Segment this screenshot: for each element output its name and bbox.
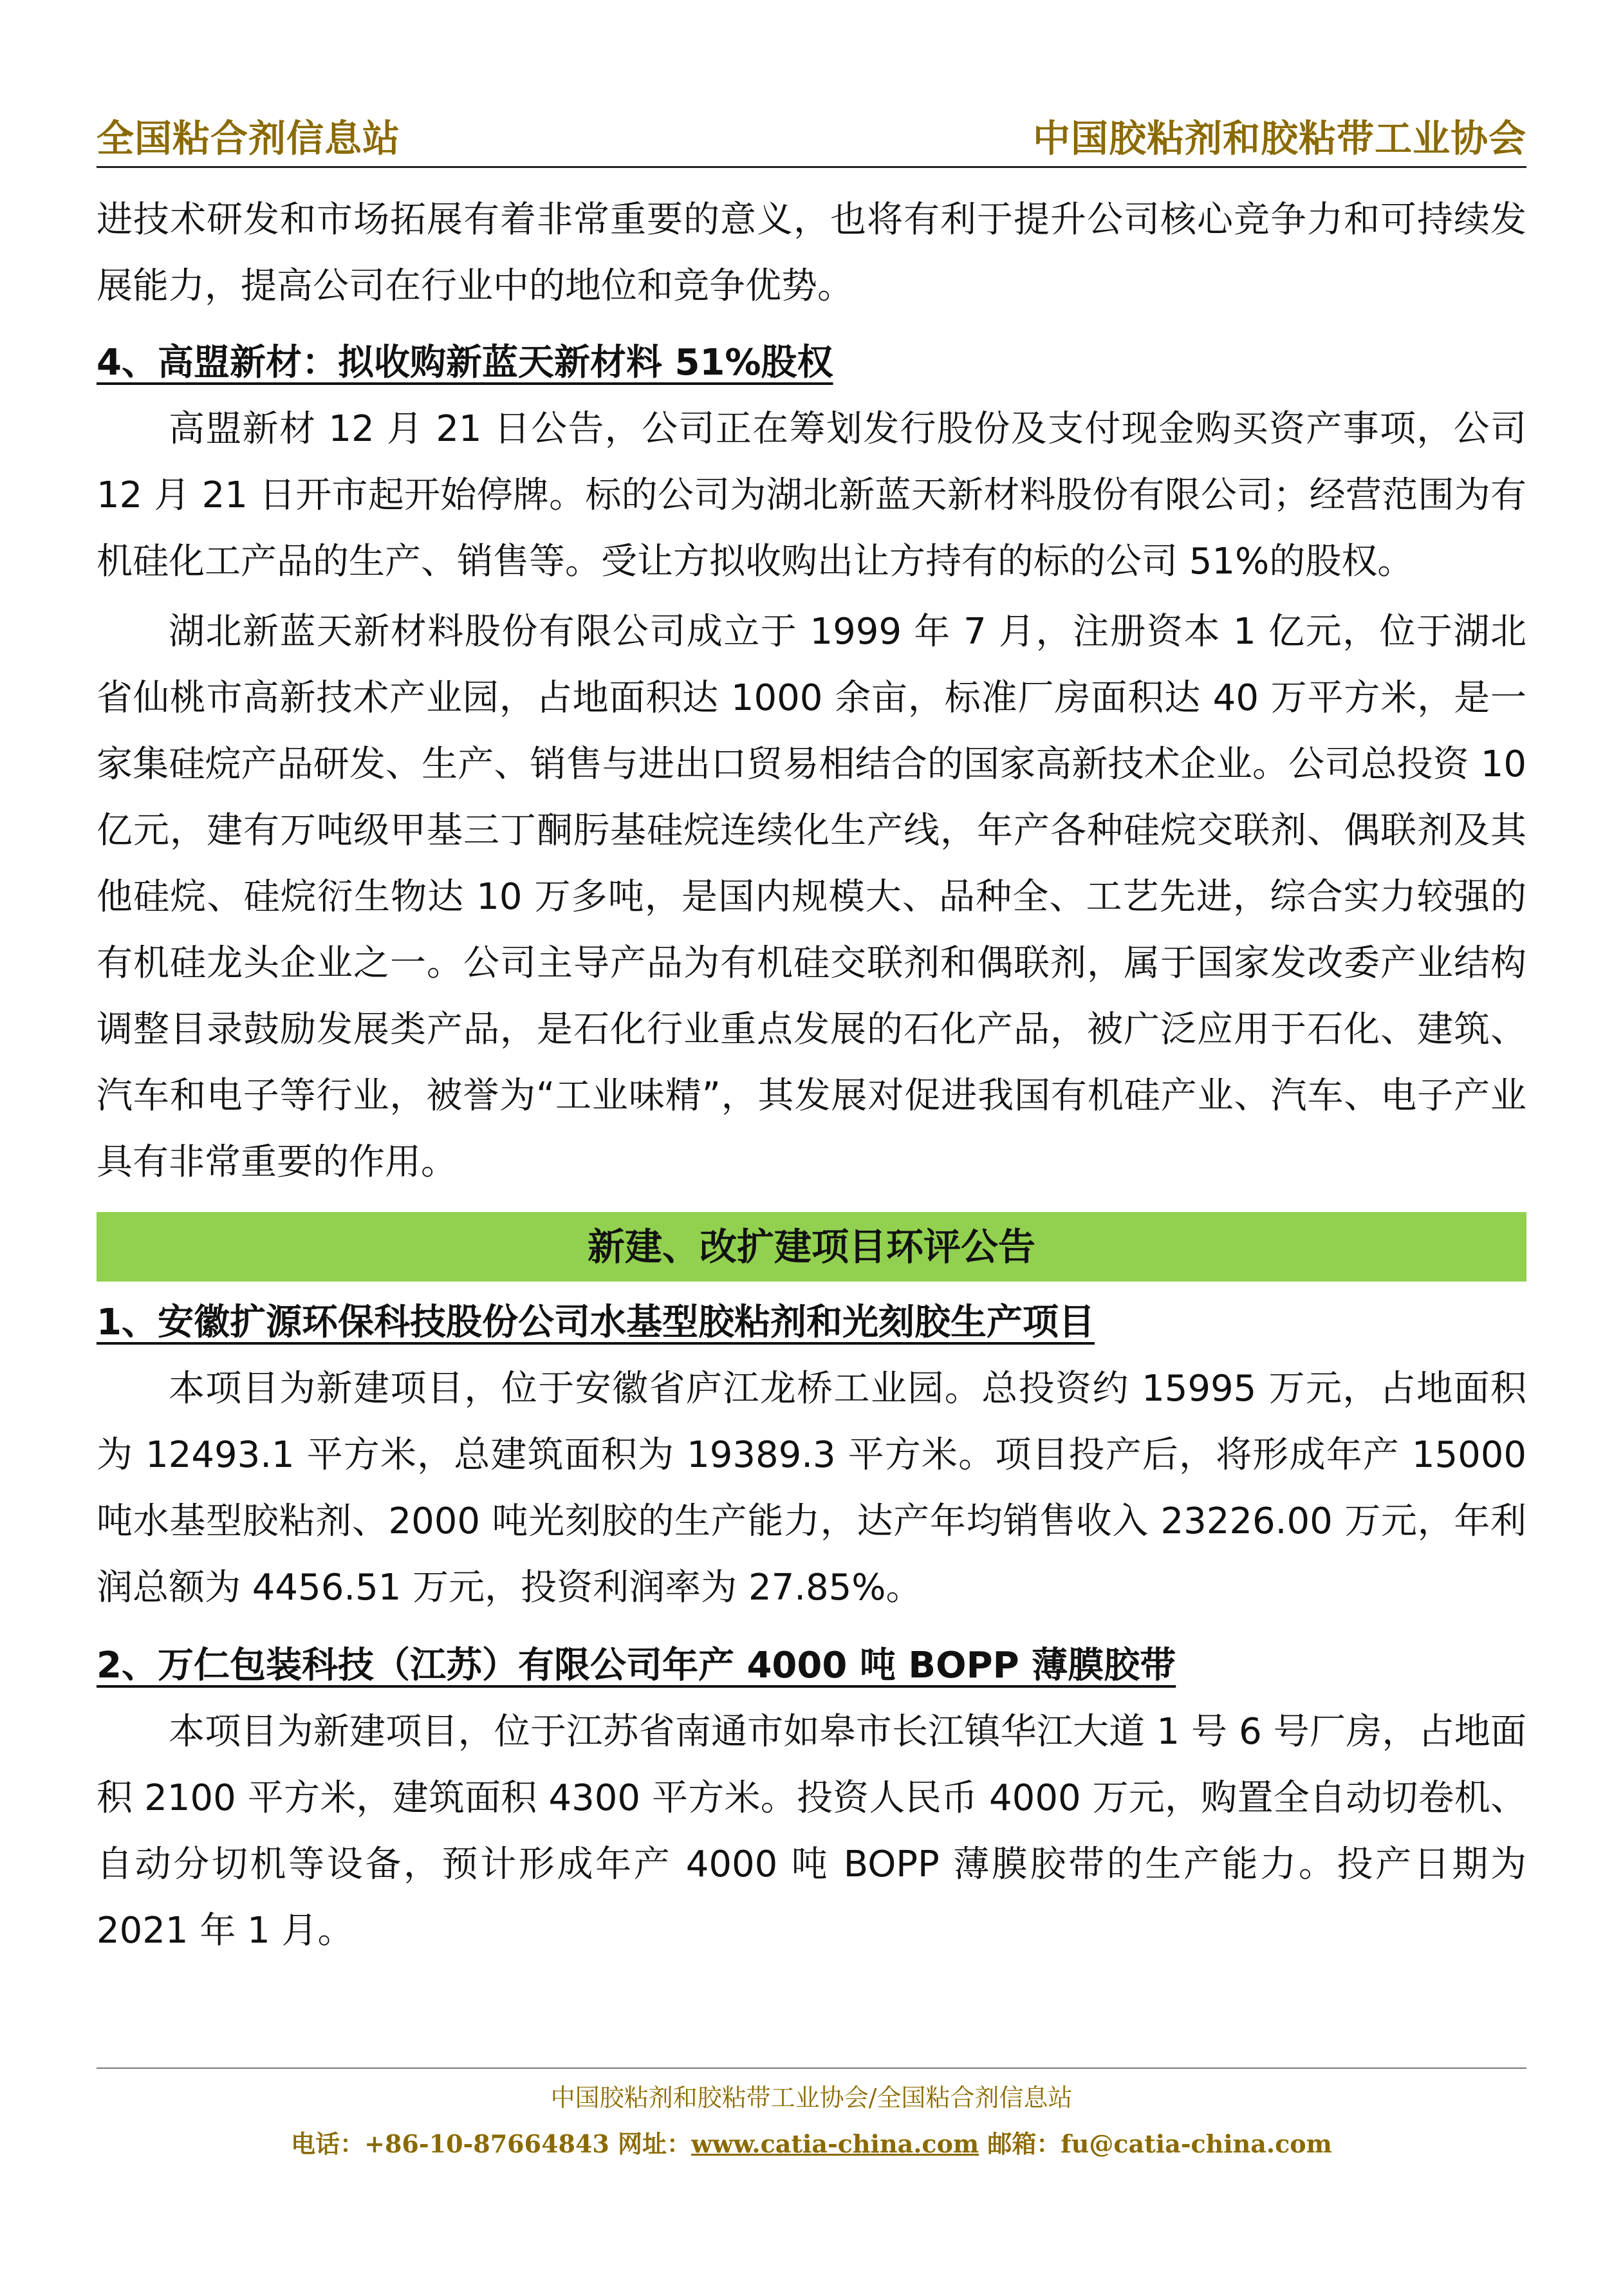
footer-email: 邮箱：fu@catia-china.com [979,2129,1332,2158]
page-content [97,187,1526,1964]
project-heading-2 [97,1632,1526,1699]
footer-org-line: 中国胶粘剂和胶粘带工业协会/全国粘合剂信息站 [550,2084,1073,2112]
section-heading-4-text: 4、高盟新材：拟收购新蓝天新材料 51%股权 [97,342,833,384]
intro-paragraph: 进技术研发和市场拓展有着非常重要的意义，也将有利于提升公司核心竞争力和可持续发展能力，提高公司在行业中的地位和竞争优势。 [97,199,1526,307]
project-heading-2-text: 2、万仁包装科技（江苏）有限公司年产 4000 吨 BOPP 薄膜胶带 [97,1645,1176,1686]
project-heading-1 [97,1289,1526,1356]
project-heading-1-text: 1、安徽扩源环保科技股份公司水基型胶粘剂和光刻胶生产项目 [97,1302,1095,1343]
section-4-paragraph-1: 高盟新材 12 月 21 日公告，公司正在筹划发行股份及支付现金购买资产事项，公司 12 月 21 日开市起开始停牌。标的公司为湖北新蓝天新材料股份有限公司；经营范围为有机硅化工产品的生产、销售等。受让方拟收购出让方持有的标的公司 51%的股权。 [97,408,1526,583]
footer-phone: 电话：+86-10-87664843 网址： [291,2129,692,2158]
project-1-paragraph: 本项目为新建项目，位于安徽省庐江龙桥工业园。总投资约 15995 万元，占地面积为 12493.1 平方米，总建筑面积为 19389.3 平方米。项目投产后，将形成年产 15000 吨水基型胶粘剂、2000 吨光刻胶的生产能力，达产年均销售收入 23226.00 万元，年利润总额为 4456.51 万元，投资利润率为 27.85%。 [97,1368,1526,1609]
header-divider [97,166,1526,168]
footer-divider [97,2067,1526,2069]
footer-website-link[interactable]: www.catia-china.com [691,2129,979,2158]
footer-contact-line [0,2124,1623,2160]
section-4-paragraph-2: 湖北新蓝天新材料股份有限公司成立于 1999 年 7 月，注册资本 1 亿元，位于湖北省仙桃市高新技术产业园，占地面积达 1000 余亩，标准厂房面积达 40 万平方米，是一家集硅烷产品研发、生产、销售与进出口贸易相结合的国家高新技术企业。公司总投资 10 亿元，建有万吨级甲基三丁酮肟基硅烷连续化生产线，年产各种硅烷交联剂、偶联剂及其他硅烷、硅烷衍生物达 10 万多吨，是国内规模大、品种全、工艺先进，综合实力较强的有机硅龙头企业之一。公司主导产品为有机硅交联剂和偶联剂，属于国家发改委产业结构调整目录鼓励发展类产品，是石化行业重点发展的石化产品，被广泛应用于石化、建筑、汽车和电子等行业，被誉为“工业味精”，其发展对促进我国有机硅产业、汽车、电子产业具有非常重要的作用。 [97,611,1526,1183]
project-2-paragraph: 本项目为新建项目，位于江苏省南通市如皋市长江镇华江大道 1 号 6 号厂房，占地面积 2100 平方米，建筑面积 4300 平方米。投资人民币 4000 万元，购置全自动切卷机、自动分切机等设备，预计形成年产 4000 吨 BOPP 薄膜胶带的生产能力。投产日期为 2021 年 1 月。 [97,1711,1526,1952]
header-right-title: 中国胶粘剂和胶粘带工业协会 [1032,117,1526,160]
section-band-title: 新建、改扩建项目环评公告 [97,1212,1526,1282]
section-heading-4 [97,330,1526,396]
header-left-title: 全国粘合剂信息站 [97,117,401,160]
